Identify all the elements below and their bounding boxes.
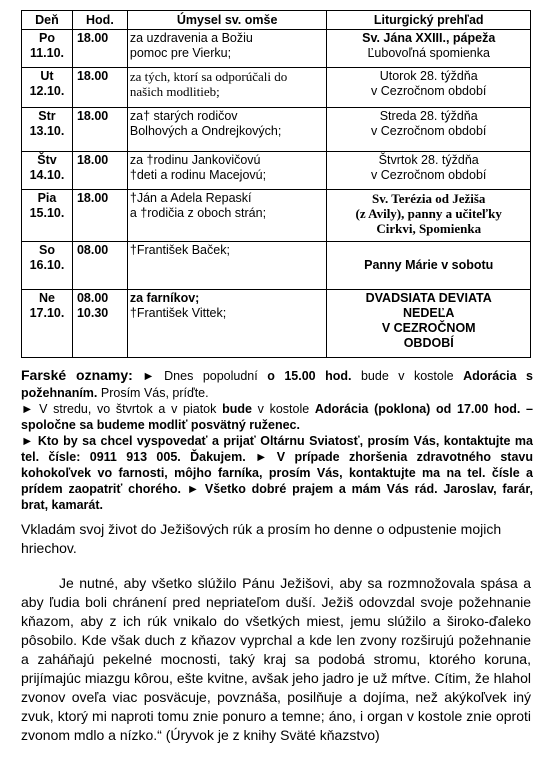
day-cell bbox=[22, 290, 73, 358]
intention-cell bbox=[127, 290, 327, 358]
ann-text: ► V stredu, vo štvrtok a v piatok bbox=[21, 402, 223, 416]
time-cell-line: 18.00 bbox=[76, 191, 109, 205]
table-row bbox=[22, 68, 531, 108]
liturgy-cell bbox=[327, 152, 531, 190]
day-date: 16.10. bbox=[29, 258, 65, 272]
liturgy-cell bbox=[327, 30, 531, 68]
intention-cell-line: Bolhových a Ondrejkových; bbox=[129, 124, 282, 138]
table-row bbox=[22, 30, 531, 68]
liturgy-cell-line: Cirkvi, Spomienka bbox=[376, 221, 482, 236]
day-date: 14.10. bbox=[29, 168, 65, 182]
table-row bbox=[22, 242, 531, 290]
table-row bbox=[22, 190, 531, 242]
day-date: 17.10. bbox=[29, 306, 65, 320]
day-name: Ne bbox=[38, 291, 55, 305]
table-row bbox=[22, 108, 531, 152]
day-name: So bbox=[38, 243, 55, 257]
day-date: 12.10. bbox=[29, 84, 65, 98]
liturgy-cell bbox=[327, 190, 531, 242]
intention-cell-line: za farníkov; bbox=[129, 291, 200, 305]
time-cell-line: 18.00 bbox=[76, 109, 109, 123]
time-cell bbox=[72, 152, 127, 190]
intention-cell bbox=[127, 68, 327, 108]
time-cell bbox=[72, 290, 127, 358]
day-cell bbox=[22, 68, 73, 108]
intention-cell bbox=[127, 108, 327, 152]
day-cell bbox=[22, 108, 73, 152]
intention-cell-line: za† starých rodičov bbox=[129, 109, 238, 123]
liturgy-cell-line: Sv. Jána XXIII., pápeža bbox=[362, 31, 496, 45]
day-date: 15.10. bbox=[29, 206, 65, 220]
intention-cell bbox=[127, 152, 327, 190]
day-name: Pia bbox=[37, 191, 57, 205]
intention-cell bbox=[127, 190, 327, 242]
time-cell-line: 18.00 bbox=[76, 31, 109, 45]
liturgy-cell-line: NEDEĽA bbox=[403, 306, 455, 320]
ann-text: bude bbox=[222, 402, 252, 416]
ann-text: Prosím Vás, príďte. bbox=[97, 386, 209, 400]
time-cell bbox=[72, 30, 127, 68]
header-day: Deň bbox=[22, 11, 73, 30]
intention-cell-line: za uzdravenia a Božiu bbox=[129, 31, 253, 45]
liturgy-cell-line: Sv. Terézia od Ježiša bbox=[372, 191, 486, 206]
day-cell bbox=[22, 30, 73, 68]
time-cell bbox=[72, 68, 127, 108]
ann-text: ► Kto by sa chcel vyspovedať a prijať Oltárnu Sviatosť, prosím Vás, kontaktujte ma tel. čísle: 0911 913 005. Ďakujem. ► V prípade zhoršenia zdravotného stavu kohokoľvek vo farnosti, môjho farníka, prosím Vás, kontaktujte ma na tel. čísle a prídem zaopatriť chorého. ► Všetko dobré prajem a mám Vás rád. Jaroslav, farár, brat, kamarát. bbox=[21, 434, 533, 512]
liturgy-cell bbox=[327, 68, 531, 108]
liturgy-cell-line: DVADSIATA DEVIATA bbox=[365, 291, 492, 305]
liturgy-cell-line: v Cezročnom období bbox=[371, 124, 487, 138]
liturgy-cell-line: v Cezročnom období bbox=[371, 168, 487, 182]
intention-cell-line: za tých, ktorí sa odporúčali do bbox=[129, 69, 288, 84]
time-cell-line: 10.30 bbox=[76, 306, 109, 320]
intention-cell-line: pomoc pre Vierku; bbox=[129, 46, 232, 60]
liturgy-cell-line: OBDOBÍ bbox=[403, 336, 454, 350]
ann-text: Adorácia s požehnaním. bbox=[21, 369, 534, 400]
intention-cell-line: a †rodičia z oboch strán; bbox=[129, 206, 267, 220]
intention-cell-line: †deti a rodinu Macejovú; bbox=[129, 168, 267, 182]
liturgy-cell bbox=[327, 108, 531, 152]
intention-cell-line: †František Vittek; bbox=[129, 306, 227, 320]
intention-cell bbox=[127, 30, 327, 68]
liturgy-cell-line: (z Avily), panny a učiteľky bbox=[355, 206, 502, 221]
intention-cell-line: za †rodinu Jankovičovú bbox=[129, 153, 261, 167]
table-row bbox=[22, 290, 531, 358]
day-name: Štv bbox=[37, 153, 57, 167]
day-cell bbox=[22, 242, 73, 290]
header-intention: Úmysel sv. omše bbox=[127, 11, 327, 30]
day-date: 13.10. bbox=[29, 124, 65, 138]
day-date: 11.10. bbox=[29, 46, 65, 60]
quote-paragraph: Je nutné, aby všetko slúžilo Pánu Ježišovi, aby sa rozmnožovala spása a aby ľudia boli chránení pred nepriateľom duší. Ježiš odovzdal svoje požehnanie kňazom, aby z ich rúk vnikalo do všetkých miest, jemu slúžilo a široko-ďaleko pôsobilo. Kde však duch z kňazov vyprchal a kde len zvony rozširujú požehnanie a zaháňajú pekelné mocnosti, taký kraj sa podobá stromu, ktorého koruna, prijímajúc miazgu kôrou, ešte kvitne, avšak jeho jadro je už mŕtve. Cítim, že hlahol zvonov oveľa viac posväcuje, povznáša, posilňuje a dojíma, než akýkoľvek iný zvuk, ktorý mi naproti tomu znie ponuro a temne; áno, i organ v kostole znie oproti zvonom mdlo a nízko.“ (Úryvok je z knihy Sväté kňazstvo) bbox=[21, 575, 531, 743]
intention-cell-line: †František Baček; bbox=[129, 243, 230, 257]
mass-schedule-table bbox=[21, 10, 531, 358]
liturgy-cell bbox=[327, 290, 531, 358]
day-cell bbox=[22, 152, 73, 190]
day-name: Po bbox=[38, 31, 55, 45]
intention-cell-line: našich modlitieb; bbox=[129, 84, 220, 99]
liturgy-cell-line: v Cezročnom období bbox=[371, 84, 487, 98]
liturgy-cell-line: Štvrtok 28. týždňa bbox=[378, 153, 479, 167]
ann-text: o 15.00 hod. bbox=[267, 369, 352, 383]
intention-cell-line: †Ján a Adela Repaskí bbox=[129, 191, 252, 205]
header-liturgy: Liturgický prehľad bbox=[327, 11, 531, 30]
table-row bbox=[22, 152, 531, 190]
time-cell bbox=[72, 242, 127, 290]
header-hour: Hod. bbox=[72, 11, 127, 30]
time-cell-line: 08.00 bbox=[76, 243, 109, 257]
day-name: Ut bbox=[40, 69, 54, 83]
ann-text: v kostole bbox=[251, 402, 315, 416]
liturgy-cell bbox=[327, 242, 531, 290]
table-header-row bbox=[22, 11, 531, 30]
announcements bbox=[21, 366, 533, 513]
ann-text: bude v kostole bbox=[351, 369, 464, 383]
time-cell-line: 08.00 bbox=[76, 291, 109, 305]
ann-text: Adorácia (poklona) od 17.00 hod. – spoločne sa budeme modliť posvätný ruženec. bbox=[21, 402, 533, 432]
intention-cell bbox=[127, 242, 327, 290]
liturgy-cell-line: Utorok 28. týždňa bbox=[379, 69, 478, 83]
liturgy-cell-line: Panny Márie v sobotu bbox=[364, 258, 494, 272]
liturgy-cell-line: V CEZROČNOM bbox=[381, 321, 476, 335]
day-name: Str bbox=[38, 109, 56, 123]
liturgy-cell-line: Ľubovoľná spomienka bbox=[367, 46, 490, 60]
time-cell bbox=[72, 190, 127, 242]
ann-text: ► Dnes popoludní bbox=[132, 369, 268, 383]
time-cell bbox=[72, 108, 127, 152]
time-cell-line: 18.00 bbox=[76, 153, 109, 167]
time-cell-line: 18.00 bbox=[76, 69, 109, 83]
liturgy-cell-line: Streda 28. týždňa bbox=[379, 109, 478, 123]
day-cell bbox=[22, 190, 73, 242]
personal-note: Vkladám svoj život do Ježišových rúk a prosím ho denne o odpustenie mojich hriechov. bbox=[21, 521, 502, 556]
announcements-title: Farské oznamy: bbox=[21, 367, 133, 383]
